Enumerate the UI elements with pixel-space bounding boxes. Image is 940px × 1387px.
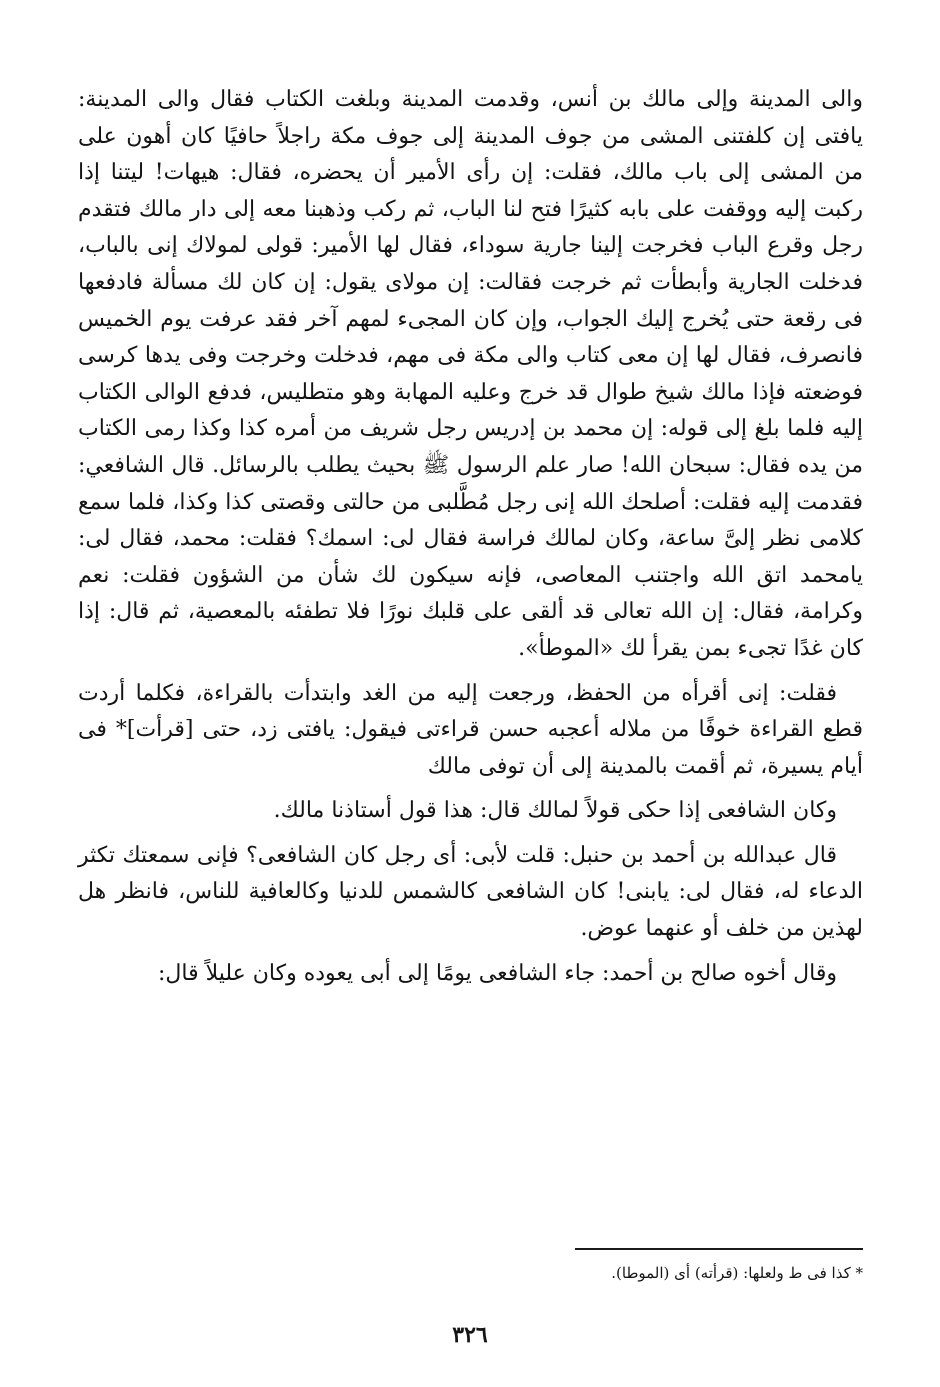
footnote: * كذا فى ط ولعلها: (قرأته) أى (الموطا). bbox=[611, 1264, 863, 1282]
paragraph: والى المدينة وإلى مالك بن أنس، وقدمت المدينة وبلغت الكتاب فقال والى المدينة: يافتى إن كلفتنى المشى من جوف المدينة إلى جوف مكة راجلاً حافيًا كان أهون على من المشى إلى باب مالك، فقلت: إن رأى الأمير أن يحضره، فقال: هيهات! ليتنا إذا ركبت إليه ووقفت على بابه كثيرًا فتح لنا الباب، ثم ركب وذهبنا معه إلى دار مالك فتقدم رجل وقرع الباب فخرجت إلينا جارية سوداء، فقال لها الأمير: قولى لمولاك إنى بالباب، فدخلت الجارية وأبطأت ثم خرجت فقالت: إن مولاى يقول: إن كان لك مسألة فادفعها فى رقعة حتى يُخرج إليك الجواب، وإن كان المجىء لمهم آخر فقد عرفت يوم الخميس فانصرف، فقال لها إن معى كتاب والى مكة فى مهم، فدخلت وخرجت وفى يدها كرسى فوضعته فإذا مالك شيخ طوال قد خرج وعليه المهابة وهو متطليس، فدفع الوالى الكتاب إليه فلما بلغ إلى قوله: إن محمد بن إدريس رجل شريف من أمره كذا وكذا رمى الكتاب من يده فقال: سبحان الله! صار علم الرسول ﷺ بحيث يطلب بالرسائل. قال الشافعي: فقدمت إليه فقلت: أصلحك الله إنى رجل مُطَّلبى من حالتى وقصتى كذا وكذا، فلما سمع كلامى نظر إلىَّ ساعة، وكان لمالك فراسة فقال لى: اسمك؟ فقلت: محمد، فقال لى: يامحمد اتق الله واجتنب المعاصى، فإنه سيكون لك شأن من الشؤون فقلت: نعم وكرامة، فقال: إن الله تعالى قد ألقى على قلبك نورًا فلا تطفئه بالمعصية، ثم قال: إذا كان غدًا تجىء بمن يقرأ لك «الموطأ». bbox=[78, 87, 863, 661]
paragraph: قال عبدالله بن أحمد بن حنبل: قلت لأبى: أى رجل كان الشافعى؟ فإنى سمعتك تكثر الدعاء له، فقال لى: يابنى! كان الشافعى كالشمس للدنيا وكالعافية للناس، فانظر هل لهذين من خلف أو عنهما عوض. bbox=[78, 842, 863, 942]
paragraph: وقال أخوه صالح بن أحمد: جاء الشافعى يومًا إلى أبى يعوده وكان عليلاً قال: bbox=[157, 960, 837, 986]
paragraph: فقلت: إنى أقرأه من الحفظ، ورجعت إليه من الغد وابتدأت بالقراءة، فكلما أردت قطع القراءة خوفًا من ملاله أعجبه حسن قراءتى فيقول: يافتى زد، حتى [قرأت]* فى أيام يسيرة، ثم أقمت بالمدينة إلى أن توفى مالك bbox=[78, 680, 863, 779]
footnote-divider bbox=[575, 1248, 863, 1250]
page-body bbox=[78, 82, 863, 992]
page-number: ٣٢٦ bbox=[452, 1322, 488, 1348]
paragraph: وكان الشافعى إذا حكى قولاً لمالك قال: هذا قول أستاذنا مالك. bbox=[273, 798, 837, 824]
